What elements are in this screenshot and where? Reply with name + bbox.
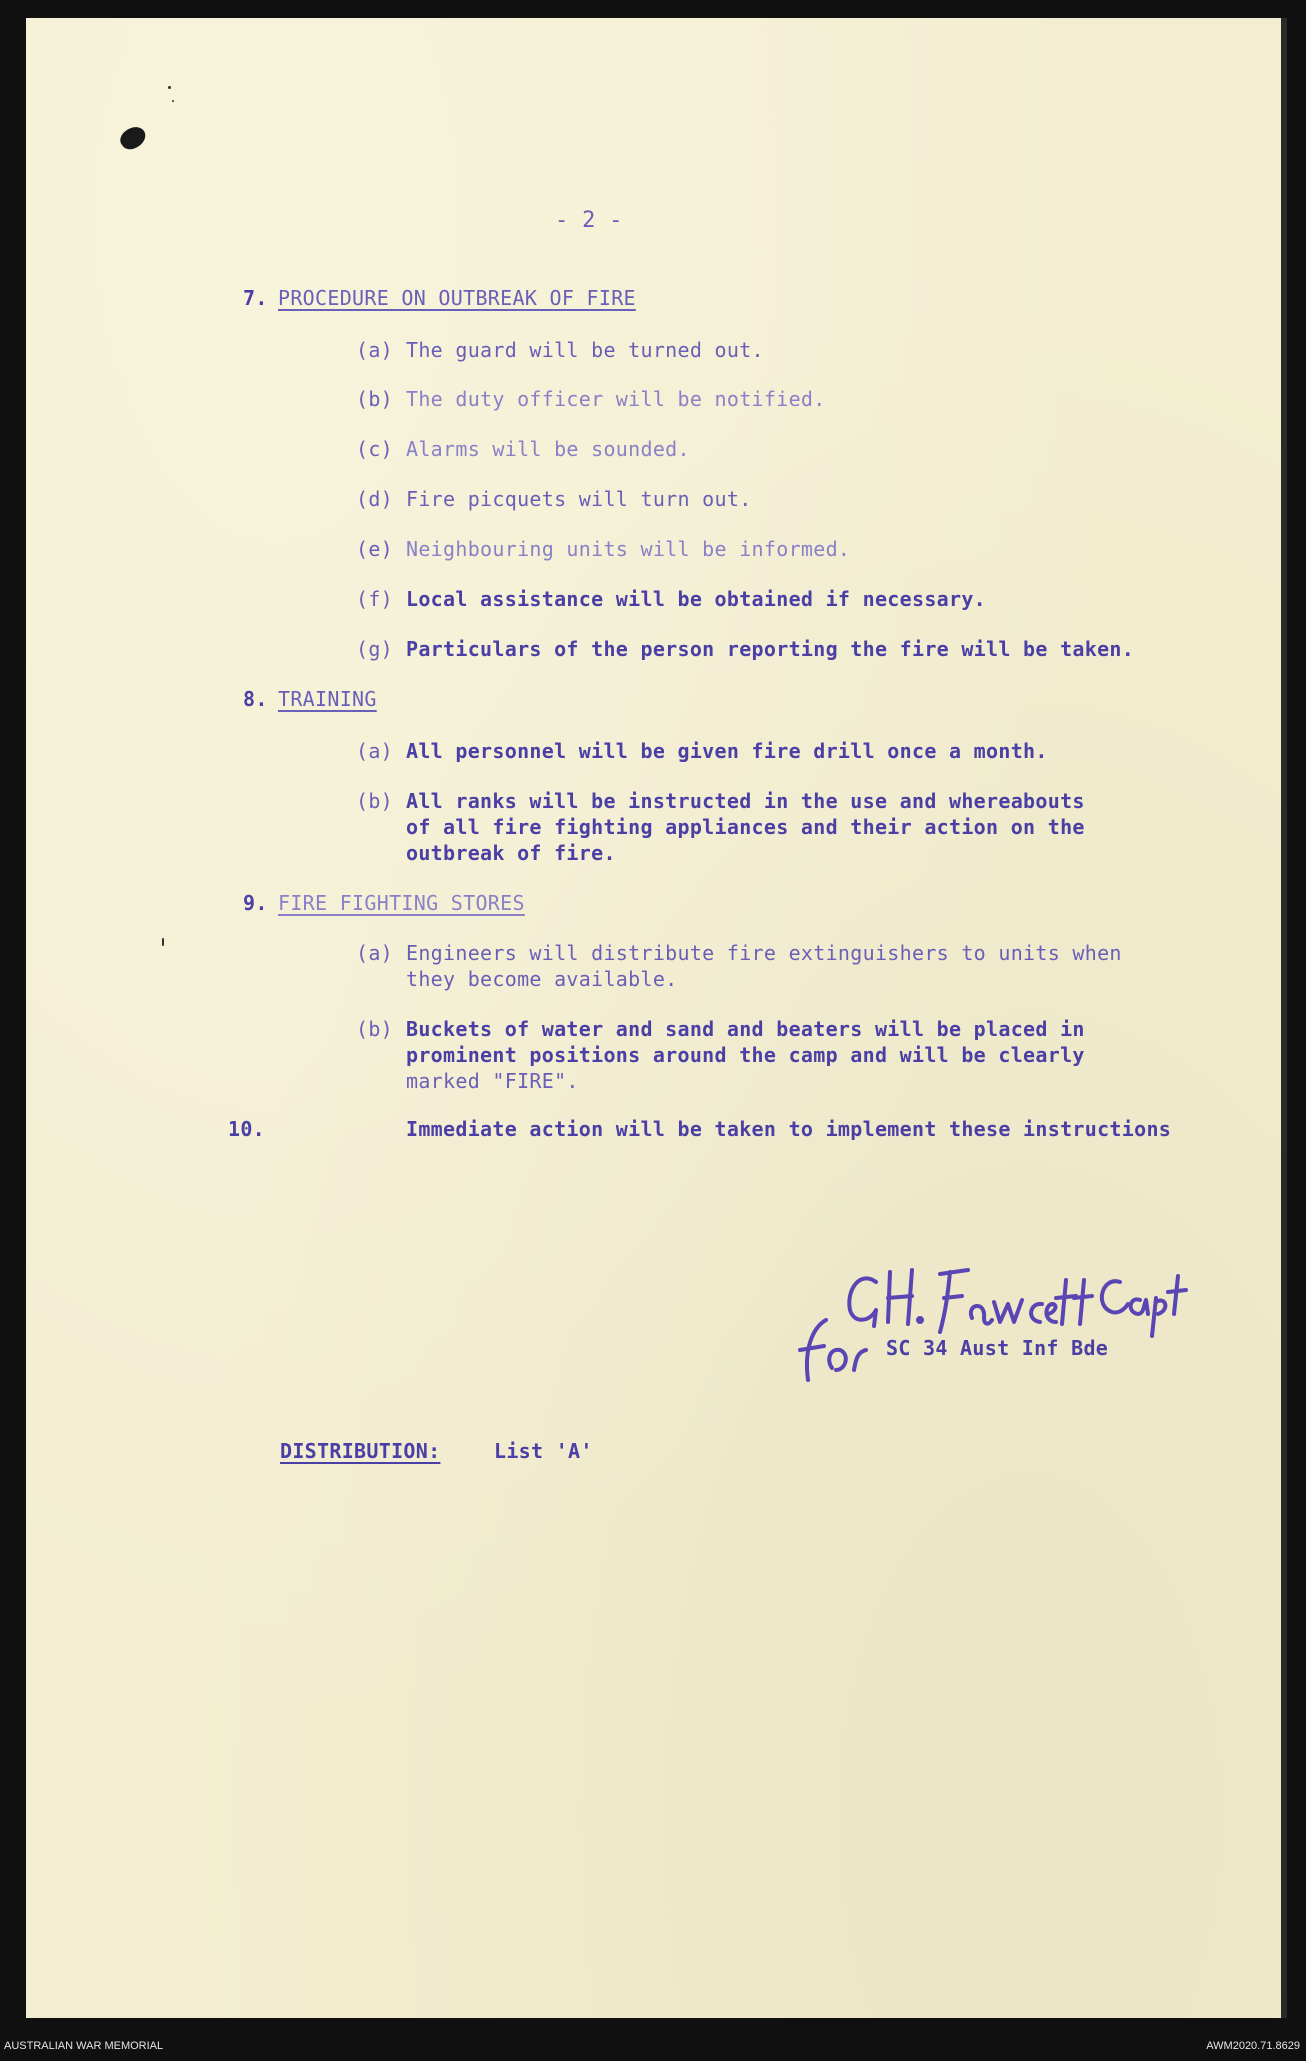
item-label: (b)	[356, 387, 394, 411]
item-text-line: All ranks will be instructed in the use and whereabouts	[406, 789, 1085, 813]
item-label: (a)	[356, 338, 394, 362]
section-8-heading: TRAINING	[278, 687, 377, 711]
footer-institution: AUSTRALIAN WAR MEMORIAL	[4, 2040, 164, 2052]
item-text: The guard will be turned out.	[406, 338, 764, 362]
item-label: (d)	[356, 487, 394, 511]
section-9-heading: FIRE FIGHTING STORES	[278, 891, 525, 915]
footer-accession-number: AWM2020.71.8629	[1206, 2040, 1300, 2052]
item-text: Neighbouring units will be informed.	[406, 537, 851, 561]
item-label: (b)	[356, 1017, 394, 1041]
item-text: The duty officer will be notified.	[406, 387, 826, 411]
section-8-number: 8.	[243, 687, 268, 711]
item-label: (g)	[356, 637, 394, 661]
item-label: (a)	[356, 941, 394, 965]
item-text: Fire picquets will turn out.	[406, 487, 752, 511]
item-text-line: they become available.	[406, 967, 678, 991]
item-label: (f)	[356, 587, 394, 611]
paper-speck	[162, 938, 164, 946]
item-text: Particulars of the person reporting the fire will be taken.	[406, 637, 1135, 661]
signature-typed-title: SC 34 Aust Inf Bde	[886, 1336, 1109, 1360]
item-label: (c)	[356, 437, 394, 461]
item-text-line: Engineers will distribute fire extinguishers to units when	[406, 941, 1122, 965]
item-text: Alarms will be sounded.	[406, 437, 690, 461]
paper-speck	[172, 100, 174, 102]
distribution-label: DISTRIBUTION:	[280, 1439, 441, 1463]
page-edge	[1281, 18, 1287, 2018]
section-10-text: Immediate action will be taken to implement these instructions	[406, 1117, 1172, 1141]
item-label: (a)	[356, 739, 394, 763]
section-9-number: 9.	[243, 891, 268, 915]
item-text: All personnel will be given fire drill once a month.	[406, 739, 1048, 763]
item-label: (e)	[356, 537, 394, 561]
handwritten-signature	[790, 1240, 1190, 1390]
item-text-line: marked "FIRE".	[406, 1069, 579, 1093]
section-10-number: 10.	[228, 1117, 266, 1141]
item-text-line: of all fire fighting appliances and their action on the	[406, 815, 1085, 839]
item-text-line: Buckets of water and sand and beaters will be placed in	[406, 1017, 1085, 1041]
item-label: (b)	[356, 789, 394, 813]
paper-speck	[168, 86, 171, 89]
section-7-heading: PROCEDURE ON OUTBREAK OF FIRE	[278, 286, 636, 310]
item-text-line: outbreak of fire.	[406, 841, 616, 865]
item-text-line: prominent positions around the camp and will be clearly	[406, 1043, 1085, 1067]
page-number: - 2 -	[555, 208, 623, 233]
section-7-number: 7.	[243, 286, 268, 310]
item-text: Local assistance will be obtained if necessary.	[406, 587, 987, 611]
distribution-value: List 'A'	[494, 1439, 593, 1463]
